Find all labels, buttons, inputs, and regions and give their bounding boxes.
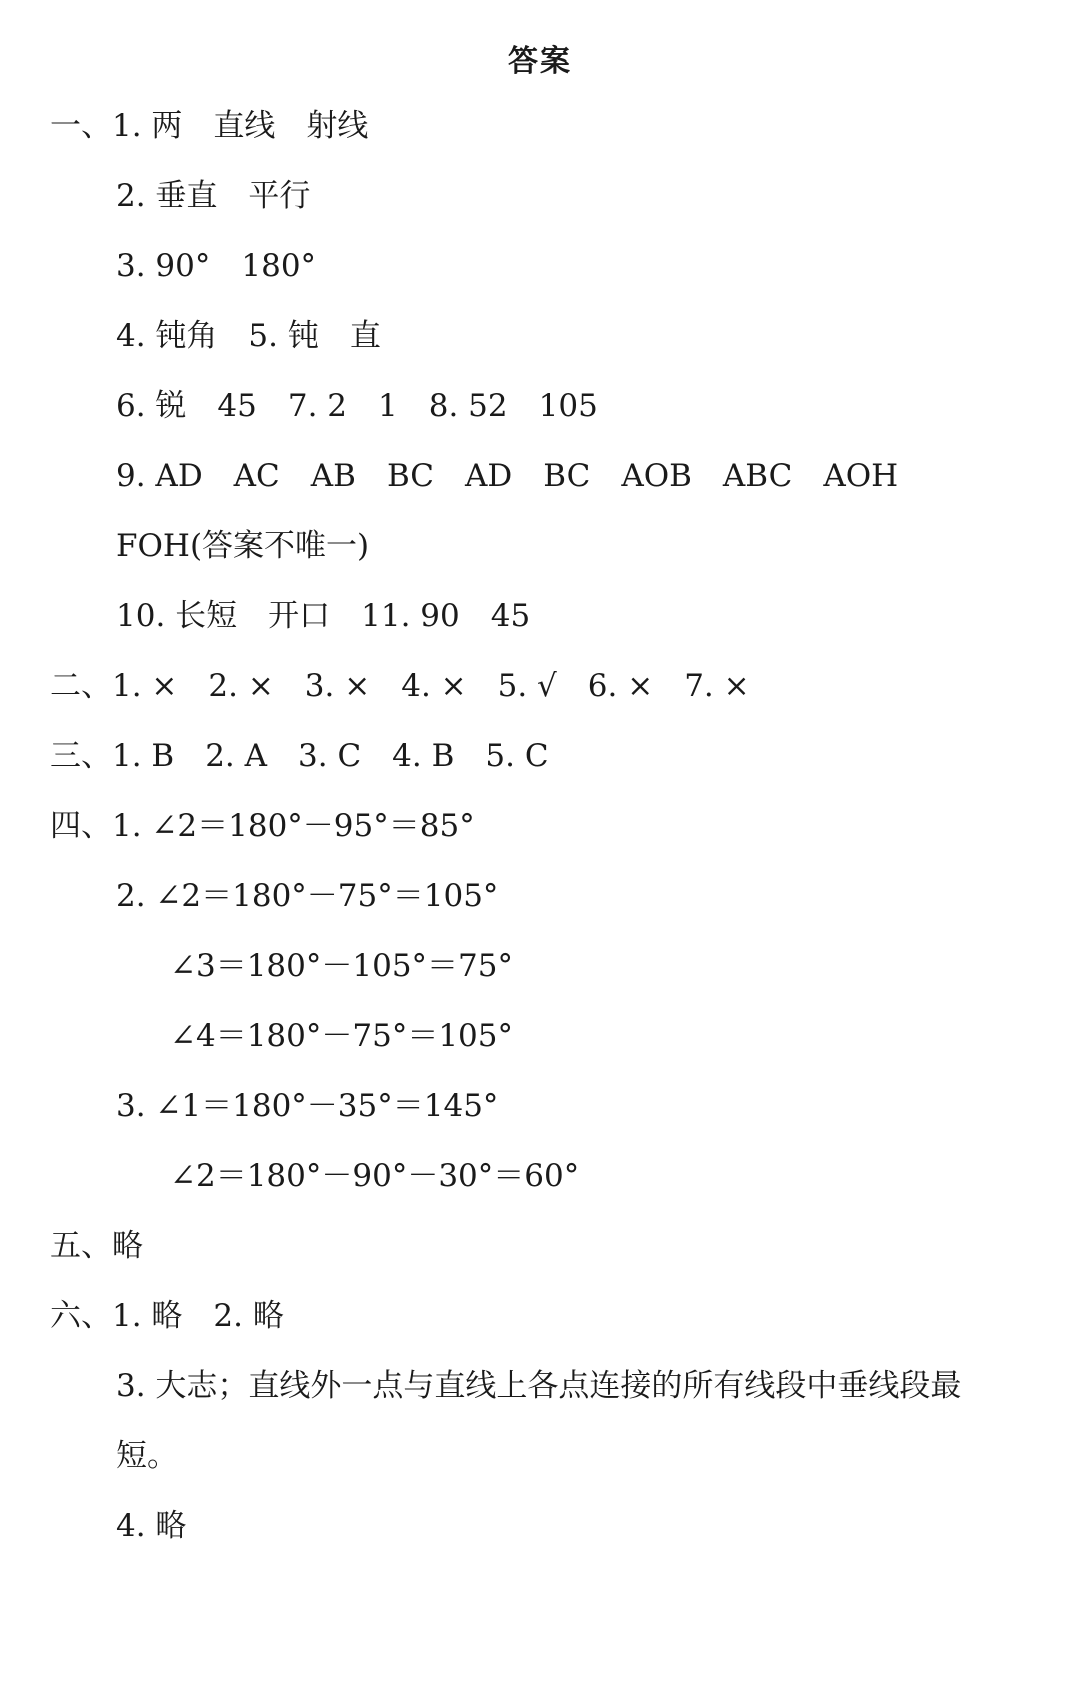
answer-line-1-9-cont: FOH(答案不唯一): [116, 528, 370, 564]
answer-line-1-9: 9. AD AC AB BC AD BC AOB ABC AOH: [116, 458, 899, 494]
answer-line-4-2-c: ∠4＝180°－75°＝105°: [170, 1018, 513, 1054]
answer-line-1-3: 3. 90° 180°: [116, 248, 317, 284]
answer-line-4-2-b: ∠3＝180°－105°＝75°: [170, 948, 513, 984]
answer-line-6-1: 六、1. 略 2. 略: [50, 1298, 284, 1334]
page-title: 答案: [508, 44, 572, 79]
answer-line-4-3-b: ∠2＝180°－90°－30°＝60°: [170, 1158, 580, 1194]
answer-line-4-2: 2. ∠2＝180°－75°＝105°: [116, 878, 499, 914]
answer-line-4-3: 3. ∠1＝180°－35°＝145°: [116, 1088, 499, 1124]
answer-line-1-6: 6. 锐 45 7. 2 1 8. 52 105: [116, 388, 598, 424]
answer-line-3: 三、1. B 2. A 3. C 4. B 5. C: [50, 738, 549, 774]
answer-line-4-1: 四、1. ∠2＝180°－95°＝85°: [50, 808, 475, 844]
answer-line-1-2: 2. 垂直 平行: [116, 178, 311, 214]
answer-line-5: 五、略: [50, 1228, 143, 1264]
answer-line-1-1: 一、1. 两 直线 射线: [50, 108, 369, 144]
answer-line-6-3-cont: 短。: [116, 1438, 178, 1474]
answer-line-6-3: 3. 大志；直线外一点与直线上各点连接的所有线段中垂线段最: [116, 1368, 962, 1404]
answer-line-1-10: 10. 长短 开口 11. 90 45: [116, 598, 531, 634]
answer-line-2: 二、1. × 2. × 3. × 4. × 5. √ 6. × 7. ×: [50, 668, 750, 704]
answer-line-6-4: 4. 略: [116, 1508, 187, 1544]
answer-line-1-4: 4. 钝角 5. 钝 直: [116, 318, 381, 354]
